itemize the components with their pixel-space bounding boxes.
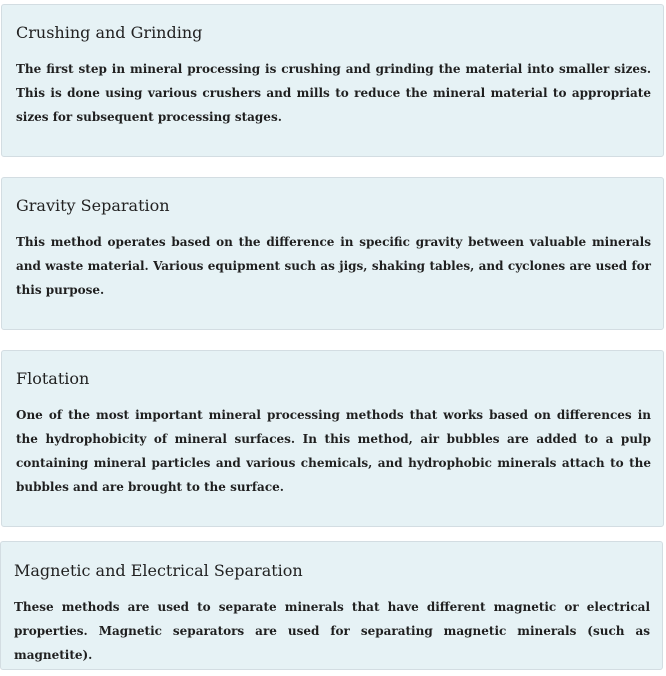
section-description: One of the most important mineral processing methods that works based on differences in the hydrophobicity of mineral surfaces. In this method, air bubbles are added to a pulp containing mineral particles and various chemicals, and hydrophobic minerals attach to the bubbles and are brought to the surface. bbox=[16, 408, 651, 494]
section-title: Magnetic and Electrical Separation bbox=[14, 561, 303, 580]
section-description: The first step in mineral processing is crushing and grinding the material into smaller sizes. This is done using various crushers and mills to reduce the mineral material to appropriate sizes for subsequent processing stages. bbox=[16, 62, 651, 124]
section-title: Crushing and Grinding bbox=[16, 23, 203, 42]
section-card-crushing-grinding bbox=[1, 4, 664, 157]
section-card-magnetic-electrical-separation bbox=[0, 541, 663, 670]
section-description: This method operates based on the difference in specific gravity between valuable minerals and waste material. Various equipment such as jigs, shaking tables, and cyclones are used for this purpose. bbox=[16, 235, 651, 297]
section-title: Flotation bbox=[16, 369, 90, 388]
section-card-flotation bbox=[1, 350, 664, 527]
section-title: Gravity Separation bbox=[16, 196, 170, 215]
section-card-gravity-separation bbox=[1, 177, 664, 330]
section-description: These methods are used to separate minerals that have different magnetic or electrical properties. Magnetic separators are used for separating magnetic minerals (such as magnetite). bbox=[14, 600, 650, 662]
